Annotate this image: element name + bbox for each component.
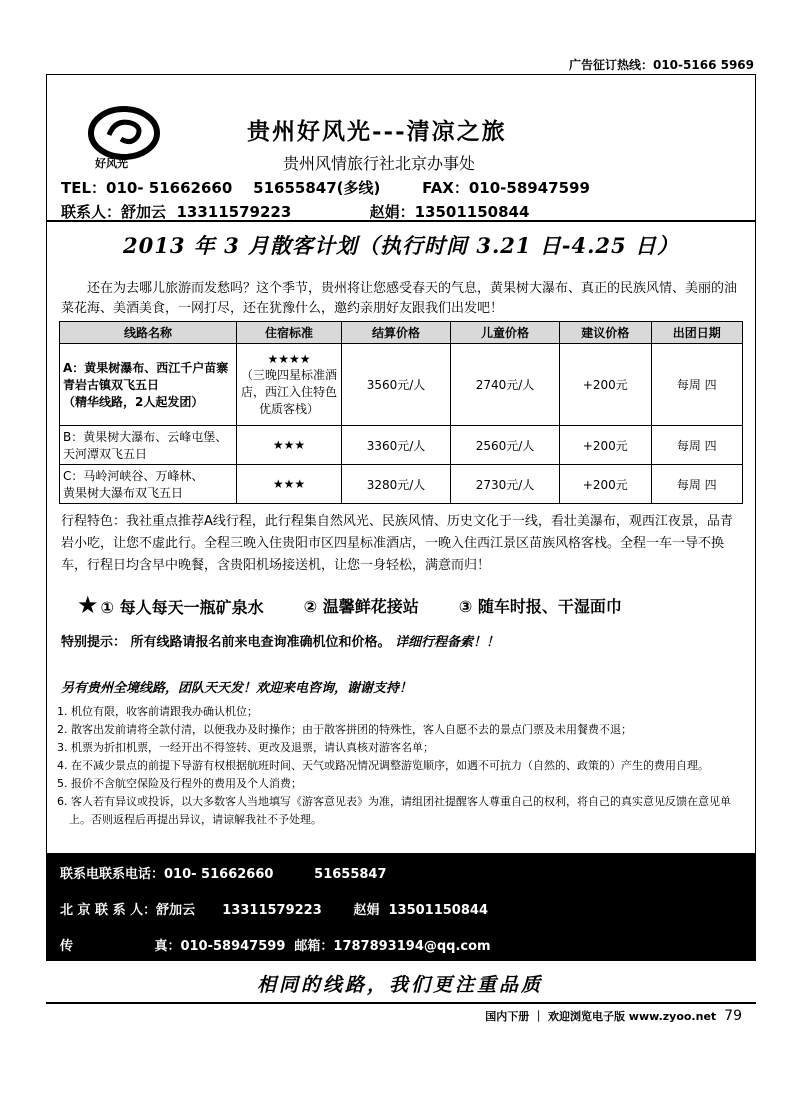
page-footer [485, 1008, 742, 1024]
footer-divider [46, 1002, 756, 1004]
also-routes-note: 另有贵州全境线路，团队天天发！欢迎来电咨询，谢谢支持！ [61, 681, 413, 696]
col-header: 住宿标准 [237, 322, 342, 344]
route-name: C：马岭河峡谷、万峰林、 黄果树大瀑布双飞五日 [60, 465, 237, 504]
child-price: 2560元/人 [451, 426, 560, 465]
perk-item: ② 温馨鲜花接站 [303, 596, 419, 616]
col-header: 线路名称 [60, 322, 237, 344]
terms-list [57, 703, 747, 829]
ad-hotline: 广告征订热线：010-5166 5969 [568, 58, 754, 72]
contact-people: 北 京 联 系 人：舒加云 13311579223 赵娟 13501150844 [60, 903, 488, 918]
perks-row [77, 591, 737, 619]
special-notice [61, 631, 499, 650]
table-row [60, 344, 743, 426]
table-row [60, 426, 743, 465]
contact-phone: 联系电联系电话：010- 51662660 51655847 [60, 867, 387, 882]
ad-frame [46, 74, 756, 856]
suggested-price: +200元 [560, 465, 651, 504]
divider [47, 220, 755, 222]
col-header: 结算价格 [342, 322, 451, 344]
route-table [59, 321, 743, 504]
col-header: 儿童价格 [451, 322, 560, 344]
itinerary-features: 行程特色：我社重点推荐A线行程，此行程集自然风光、民族风情、历史文化于一线，看壮美瀑布，观西江夜景，品青岩小吃，让您不虚此行。全程三晚入住贵阳市区四星标准酒店，一晚入住西江景区苗族风格客栈。全程一车一导不换车，行程日均含早中晚餐，含贵阳机场接送机，让您一身轻松，满意而归！ [61, 514, 733, 573]
child-price: 2740元/人 [451, 344, 560, 426]
logo-caption: 好风光 [95, 157, 128, 170]
agency-name: 贵州风情旅行社北京办事处 [283, 154, 476, 173]
departure-date: 每周 四 [651, 344, 742, 426]
col-header: 建议价格 [560, 322, 651, 344]
star-icon: ★ [77, 591, 99, 619]
special-text: 所有线路请报名前来电查询准确机位和价格。 [130, 635, 391, 650]
contact-fax-email: 传 真：010-58947599 邮箱：1787893194@qq.com [60, 939, 491, 954]
intro-paragraph: 还在为去哪儿旅游而发愁吗？这个季节，贵州将让您感受春天的气息，黄果树大瀑布、真正的民族风情、美丽的油菜花海、美酒美食，一网打尽，还在犹豫什么，邀约亲朋好友跟我们出发吧！ [61, 281, 738, 316]
page-number: 79 [724, 1008, 742, 1024]
footer-text: 国内下册 ｜ 欢迎浏览电子版 www.zyoo.net [485, 1010, 717, 1023]
departure-date: 每周 四 [651, 426, 742, 465]
stay-standard: ★★★ [237, 465, 342, 504]
perk-item: ★ ① 每人每天一瓶矿泉水 [77, 591, 264, 619]
contact-person-line: 联系人：舒加云 13311579223 赵娟：13501150844 [61, 203, 530, 221]
suggested-price: +200元 [560, 344, 651, 426]
child-price: 2730元/人 [451, 465, 560, 504]
tel-fax-line: TEL：010- 51662660 51655847(多线) FAX：010-58947599 [61, 179, 590, 197]
slogan: 相同的线路，我们更注重品质 [256, 974, 543, 996]
table-row [60, 465, 743, 504]
list-item: 3. 机票为折扣机票，一经开出不得签转、更改及退票，请认真核对游客名单； [57, 741, 434, 754]
stay-standard: ★★★★ （三晚四星标准酒店，西江入住特色优质客栈） [237, 344, 342, 426]
list-item: 4. 在不减少景点的前提下导游有权根据航班时间、天气或路况情况调整游览顺序，如遇不可抗力（自然的、政策的）产生的费用自理。 [57, 759, 709, 772]
perk-item: ③ 随车时报、干湿面巾 [458, 596, 622, 616]
contact-box [46, 853, 756, 961]
special-label: 特别提示： [61, 635, 127, 650]
route-name: A：黄果树瀑布、西江千户苗寨 青岩古镇双飞五日 （精华线路，2人起发团） [60, 344, 237, 426]
list-item: 2. 散客出发前请将全款付清，以便我办及时操作；由于散客拼团的特殊性，客人自愿不去的景点门票及未用餐费不退； [57, 723, 632, 736]
list-item: 1. 机位有限，收客前请跟我办确认机位； [57, 705, 258, 718]
price: 3360元/人 [342, 426, 451, 465]
suggested-price: +200元 [560, 426, 651, 465]
col-header: 出团日期 [651, 322, 742, 344]
price: 3280元/人 [342, 465, 451, 504]
stay-standard: ★★★ [237, 426, 342, 465]
ad-title: 贵州好风光---清凉之旅 [247, 118, 507, 145]
plan-title: 2013 年 3 月散客计划（执行时间 3.21 日-4.25 日） [123, 233, 679, 258]
special-emphasis: 详细行程备索！！ [395, 635, 500, 650]
list-item: 6. 客人若有异议或投诉，以大多数客人当地填写《游客意见表》为准，请组团社提醒客人尊重自己的权利，将自己的真实意见反馈在意见单上。否则返程后再提出异议，请谅解我社不予处理。 [57, 795, 731, 826]
route-name: B：黄果树大瀑布、云峰屯堡、 天河潭双飞五日 [60, 426, 237, 465]
price: 3560元/人 [342, 344, 451, 426]
departure-date: 每周 四 [651, 465, 742, 504]
list-item: 5. 报价不含航空保险及行程外的费用及个人消费； [57, 777, 302, 790]
